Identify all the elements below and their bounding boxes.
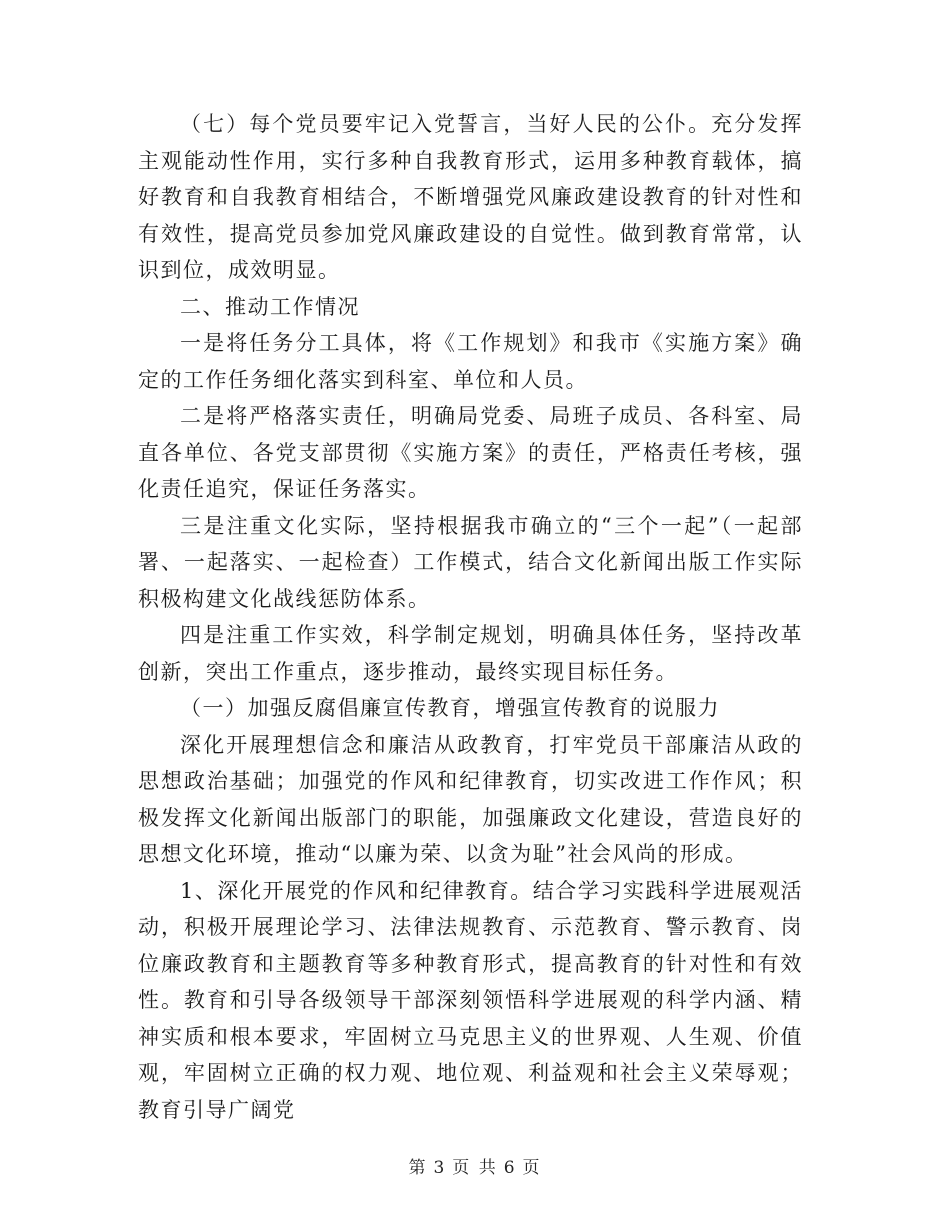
paragraph-section-seven: （七）每个党员要牢记入党誓言，当好人民的公仆。充分发挥主观能动性作用，实行多种自我教育形式，运用多种教育载体，搞好教育和自我教育相结合，不断增强党风廉政建设教育的针对性和有效性，提高党员参加党风廉政建设的自觉性。做到教育常常，认识到位，成效明显。 [138,112,803,282]
footer-total-pages: 6 [503,1158,517,1178]
paragraph-fourth-task: 四是注重工作实效，科学制定规划，明确具体任务，坚持改革创新，突出工作重点，逐步推动，最终实现目标任务。 [138,623,803,684]
document-body [138,106,803,1128]
paragraph-deepen-education: 深化开展理想信念和廉洁从政教育，打牢党员干部廉洁从政的思想政治基础；加强党的作风和纪律教育，切实改进工作作风；积极发挥文化新闻出版部门的职能，加强廉政文化建设，营造良好的思想文化环境，推动“以廉为荣、以贪为耻”社会风尚的形成。 [138,732,803,866]
paragraph-second-task: 二是将严格落实责任，明确局党委、局班子成员、各科室、局直各单位、各党支部贯彻《实施方案》的责任，严格责任考核，强化责任追究，保证任务落实。 [138,404,803,501]
footer-prefix: 第 [408,1158,428,1178]
heading-promotion-work: 二、推动工作情况 [180,294,360,319]
footer-page-number: 3 [433,1158,447,1178]
footer-middle: 页 共 [452,1158,498,1178]
paragraph-item-one: 1、深化开展党的作风和纪律教育。结合学习实践科学进展观活动，积极开展理论学习、法律法规教育、示范教育、警示教育、岗位廉政教育和主题教育等多种教育形式，提高教育的针对性和有效性。教育和引导各级领导干部深刻领悟科学进展观的科学内涵、精神实质和根本要求，牢固树立马克思主义的世界观、人生观、价值观，牢固树立正确的权力观、地位观、利益观和社会主义荣辱观；教育引导广阔党 [138,878,803,1122]
paragraph-first-task: 一是将任务分工具体，将《工作规划》和我市《实施方案》确定的工作任务细化落实到科室、单位和人员。 [138,331,803,392]
heading-subsection-one: （一）加强反腐倡廉宣传教育，增强宣传教育的说服力 [180,696,720,720]
paragraph-third-task: 三是注重文化实际，坚持根据我市确立的“三个一起”（一起部署、一起落实、一起检查）工作模式，结合文化新闻出版工作实际积极构建文化战线惩防体系。 [138,513,803,611]
footer-suffix: 页 [522,1158,542,1178]
page-footer [0,1153,950,1178]
